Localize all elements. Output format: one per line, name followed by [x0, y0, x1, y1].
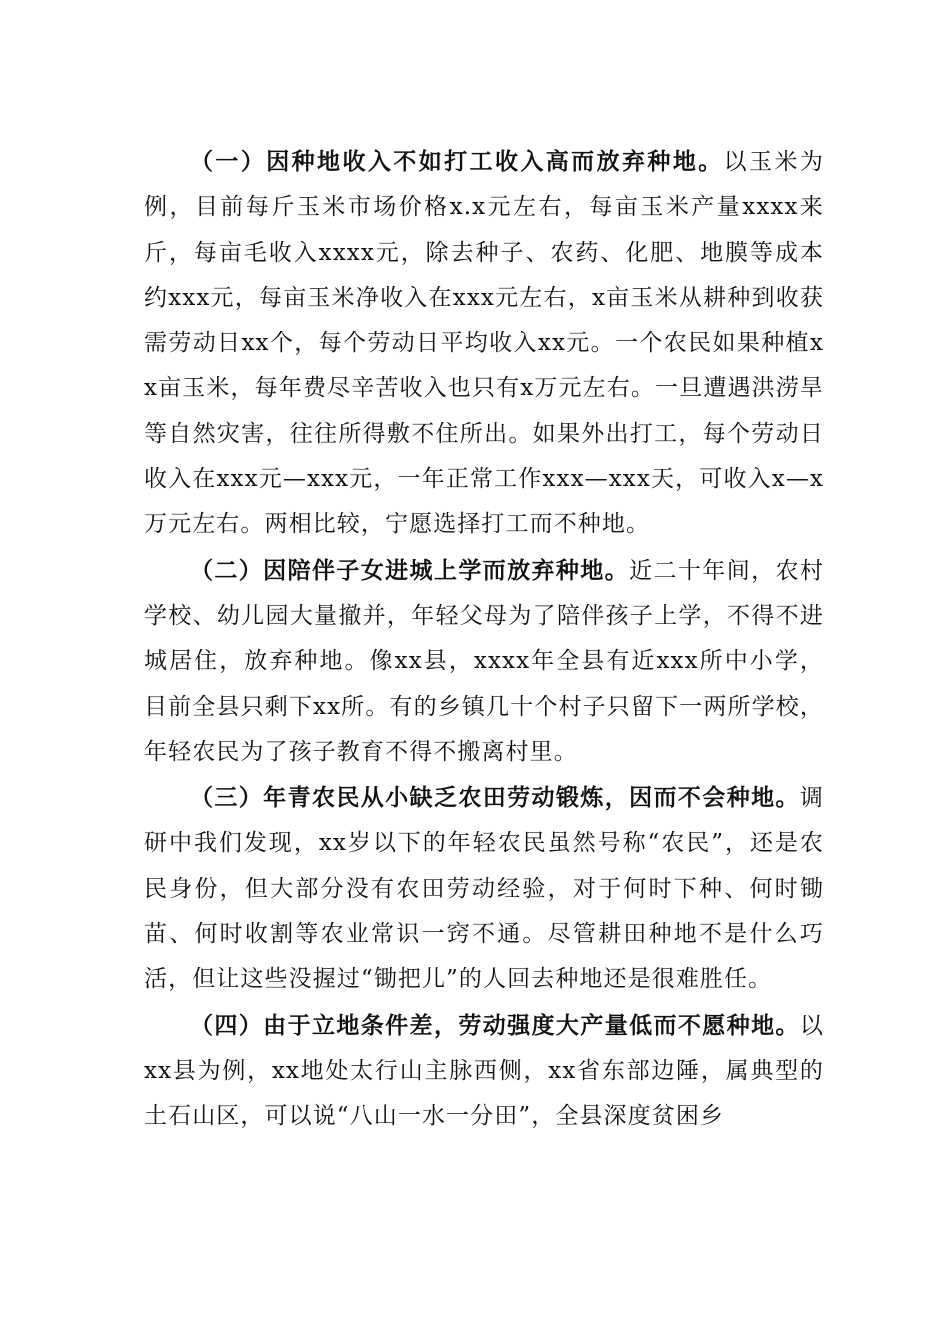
- paragraph-3-heading: （三）年青农民从小缺乏农田劳动锻炼，因而不会种地。: [190, 784, 800, 812]
- paragraph-2-text: 近二十年间，农村学校、幼儿园大量撤并，年轻父母为了陪伴孩子上学，不得不进城居住，放弃种地。像xx县，xxxx年全县有近xxx所中小学，目前全县只剩下xx所。有的乡镇几十个村子只留下一两所学校，年轻农民为了孩子教育不得不搬离村里。: [144, 557, 824, 765]
- paragraph-2: [144, 548, 824, 775]
- paragraph-3: [144, 775, 824, 1002]
- paragraph-4-heading: （四）由于立地条件差，劳动强度大产量低而不愿种地。: [190, 1011, 800, 1039]
- document-body: [144, 139, 824, 1140]
- paragraph-1-heading: （一）因种地收入不如打工收入高而放弃种地。: [190, 148, 724, 175]
- paragraph-1: [144, 139, 824, 548]
- paragraph-2-heading: （二）因陪伴子女进城上学而放弃种地。: [190, 556, 630, 584]
- paragraph-4-text: 以xx县为例，xx地处太行山主脉西侧，xx省东部边陲，属典型的土石山区，可以说“八山一水一分田”，全县深度贫困乡: [144, 1012, 824, 1130]
- paragraph-3-text: 调研中我们发现，xx岁以下的年轻农民虽然号称“农民”，还是农民身份，但大部分没有农田劳动经验，对于何时下种、何时锄苗、何时收割等农业常识一窍不通。尽管耕田种地不是什么巧活，但让这些没握过“锄把儿”的人回去种地还是很难胜任。: [144, 785, 824, 993]
- paragraph-1-text: 以玉米为例，目前每斤玉米市场价格x.x元左右，每亩玉米产量xxxx来斤，每亩毛收入xxxx元，除去种子、农药、化肥、地膜等成本约xxx元，每亩玉米净收入在xxx元左右，x亩玉米从耕种到收获需劳动日xx个，每个劳动日平均收入xx元。一个农民如果种植xx亩玉米，每年费尽辛苦收入也只有x万元左右。一旦遭遇洪涝旱等自然灾害，往往所得敷不住所出。如果外出打工，每个劳动日收入在xxx元—xxx元，一年正常工作xxx—xxx天，可收入x—x万元左右。两相比较，宁愿选择打工而不种地。: [144, 149, 824, 538]
- paragraph-4: [144, 1003, 824, 1140]
